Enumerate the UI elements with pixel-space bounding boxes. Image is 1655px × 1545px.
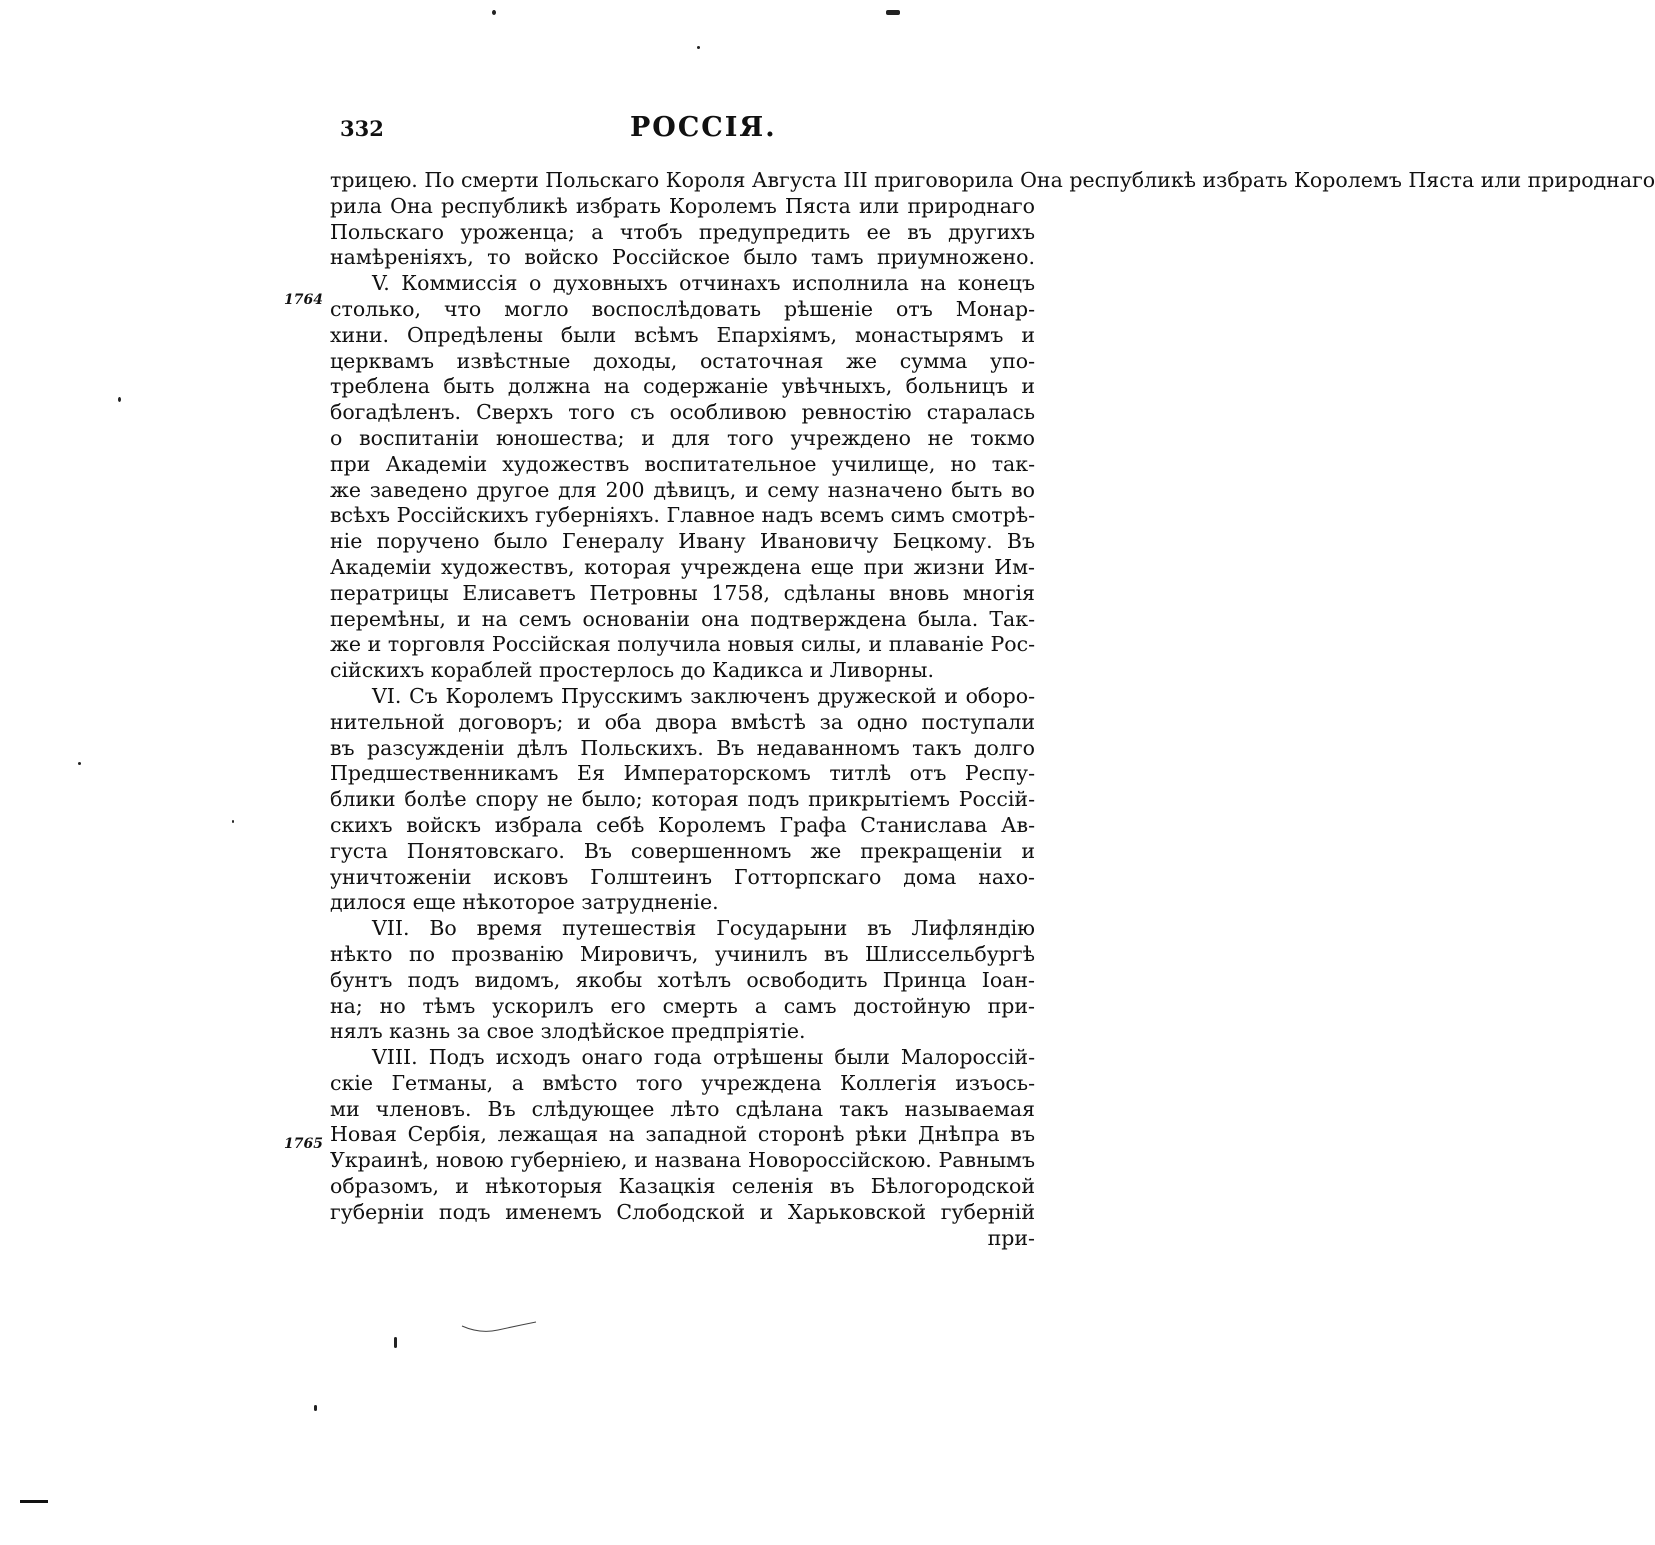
text-line: нѣкто по прозванію Мировичъ, учинилъ въ Шлиссельбургѣ [330,941,1035,966]
text-line: хини. Опредѣлены были всѣмъ Епархіямъ, монастырямъ и [330,322,1035,347]
text-line: перемѣны, и на семъ основаніи она подтверждена была. Так- [330,606,1035,631]
text-line: ми членовъ. Въ слѣдующее лѣто сдѣлана такъ называемая [330,1096,1035,1121]
text-line: всѣхъ Россійскихъ губерніяхъ. Главное надъ всемъ симъ смотрѣ- [330,503,1035,528]
text-line: же заведено другое для 200 дѣвицъ, и сему назначено быть во [330,477,1035,502]
text-line: въ разсужденіи дѣлъ Польскихъ. Въ недаванномъ такъ долго [330,735,1035,760]
text-line: образомъ, и нѣкоторыя Казацкія селенія въ Бѣлогородской [330,1174,1035,1199]
text-line: VIII. Подъ исходъ онаго года отрѣшены были Малороссій- [372,1045,1035,1070]
text-line: церквамъ извѣстные доходы, остаточная же сумма упо- [330,348,1035,373]
text-line: ніе поручено было Генералу Ивану Ивановичу Бецкому. Въ [330,529,1035,554]
text-line: губерніи подъ именемъ Слободской и Харьковской губерній [330,1199,1035,1224]
text-line: уничтоженіи исковъ Голштеинъ Готторпскаго дома нахо- [330,864,1035,889]
text-line: скихъ войскъ избрала себѣ Королемъ Графа Станислава Ав- [330,812,1035,837]
text-line: скіе Гетманы, а вмѣсто того учреждена Коллегія изъось- [330,1070,1035,1095]
text-line: V. Коммиссія о духовныхъ отчинахъ исполнила на конецъ [372,271,1035,296]
scan-squiggle [460,1320,540,1340]
page-number: 332 [340,116,384,141]
text-line: богадѣленъ. Сверхъ того съ особливою ревностію старалась [330,400,1035,425]
scan-speck [697,46,700,49]
text-line: намѣреніяхъ, то войско Россійское было тамъ приумножено. [330,245,1035,270]
text-line: при Академіи художествъ воспитательное училище, но так- [330,451,1035,476]
text-line: ператрицы Елисаветъ Петровны 1758, сдѣланы вновь многія [330,580,1035,605]
text-line: Предшественникамъ Ея Императорскомъ титлѣ отъ Респу- [330,761,1035,786]
text-line: блики болѣе спору не было; которая подъ прикрытіемъ Россій- [330,787,1035,812]
scan-speck [314,1405,317,1411]
scan-speck [492,10,496,15]
text-line: VII. Во время путешествія Государыни въ Лифляндію [372,916,1035,941]
scan-speck [394,1337,397,1348]
text-line: бунтъ подъ видомъ, якобы хотѣлъ освободить Принца Іоан- [330,967,1035,992]
page-header [340,112,1040,152]
text-line: нялъ казнь за свое злодѣйское предпріятіе. [330,1019,806,1044]
text-line: треблена быть должна на содержаніе увѣчныхъ, больницъ и [330,374,1035,399]
body-text [330,168,1655,1251]
scan-dash [20,1500,48,1503]
text-line: рила Она республикѣ избрать Королемъ Пяста или природнаго [330,193,1035,218]
text-line: Академіи художествъ, которая учреждена еще при жизни Им- [330,554,1035,579]
running-head: РОССІЯ. [630,112,777,143]
text-line: Украинѣ, новою губерніею, и названа Новороссійскою. Равнымъ [330,1148,1035,1173]
text-line: сійскихъ кораблей простерлось до Кадикса и Ливорны. [330,658,935,683]
scan-speck [78,762,81,765]
scan-speck [118,397,121,402]
text-line: Польскаго уроженца; а чтобъ предупредить ее въ другихъ [330,219,1035,244]
text-line: же и торговля Россійская получила новыя силы, и плаваніе Рос- [330,632,1035,657]
catchword: при- [987,1225,1035,1250]
scan-speck [886,10,900,15]
text-line: нительной договоръ; и оба двора вмѣстѣ за одно поступали [330,709,1035,734]
text-line: густа Понятовскаго. Въ совершенномъ же прекращеніи и [330,838,1035,863]
text-line: дилося еще нѣкоторое затрудненіе. [330,890,719,915]
margin-year-1765: 1765 [284,1136,323,1152]
scan-speck [232,820,234,823]
text-line: трицею. По смерти Польскаго Короля Августа III приговорила Она республикѣ избрать Королемъ Пяста или природнаго [330,168,1655,192]
text-line: VI. Съ Королемъ Прусскимъ заключенъ дружеской и оборо- [372,683,1035,708]
margin-year-1764: 1764 [284,292,323,308]
text-line: на; но тѣмъ ускорилъ его смерть а самъ достойную при- [330,993,1035,1018]
text-line: о воспитаніи юношества; и для того учреждено не токмо [330,425,1035,450]
text-line: столько, что могло воспослѣдовать рѣшеніе отъ Монар- [330,296,1035,321]
text-line: Новая Сербія, лежащая на западной сторонѣ рѣки Днѣпра въ [330,1122,1035,1147]
